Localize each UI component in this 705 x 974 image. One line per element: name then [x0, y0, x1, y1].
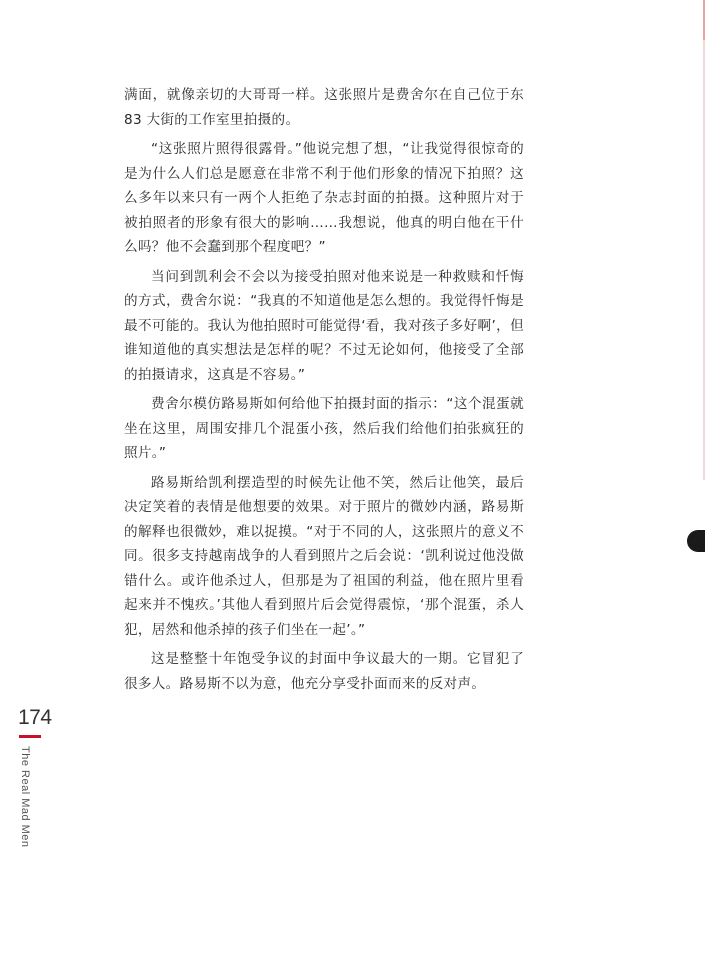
paragraph-4: 费舍尔模仿路易斯如何给他下拍摄封面的指示：“这个混蛋就坐在这里，周围安排几个混蛋小孩，然后我们给他们拍张疯狂的照片。”	[124, 396, 524, 461]
paragraph-3: 当问到凯利会不会以为接受拍照对他来说是一种救赎和忏悔的方式，费舍尔说：“我真的不知道他是怎么想的。我觉得忏悔是最不可能的。我认为他拍照时可能觉得‘看，我对孩子多好啊’，但谁知道他的真实想法是怎样的呢？不过无论如何，他接受了全部的拍摄请求，这真是不容易。”	[124, 268, 524, 383]
body-text	[124, 83, 524, 701]
paragraph-6: 这是整整十年饱受争议的封面中争议最大的一期。它冒犯了很多人。路易斯不以为意，他充分享受扑面而来的反对声。	[124, 651, 524, 692]
page-number-rule	[19, 735, 41, 738]
page-number: 174	[18, 706, 52, 729]
paragraph-1: 满面，就像亲切的大哥哥一样。这张照片是费舍尔在自己位于东 83 大街的工作室里拍摄的。	[124, 87, 524, 128]
paragraph-5: 路易斯给凯利摆造型的时候先让他不笑，然后让他笑，最后决定笑着的表情是他想要的效果。对于照片的微妙内涵，路易斯的解释也很微妙，难以捉摸。“对于不同的人，这张照片的意义不同。很多支持越南战争的人看到照片之后会说：‘凯利说过他没做错什么。或许他杀过人，但那是为了祖国的利益，他在照片里看起来并不愧疚。’其他人看到照片后会觉得震惊，‘那个混蛋，杀人犯，居然和他杀掉的孩子们坐在一起’。”	[124, 474, 524, 638]
chapter-tab-marker	[687, 530, 705, 552]
running-title: The Real Mad Men	[19, 746, 31, 848]
paragraph-2: “这张照片照得很露骨。”他说完想了想，“让我觉得很惊奇的是为什么人们总是愿意在非常不利于他们形象的情况下拍照？这么多年以来只有一两个人拒绝了杂志封面的拍摄。这种照片对于被拍照者的形象有很大的影响……我想说，他真的明白他在干什么吗？他不会蠢到那个程度吧？”	[124, 141, 524, 255]
